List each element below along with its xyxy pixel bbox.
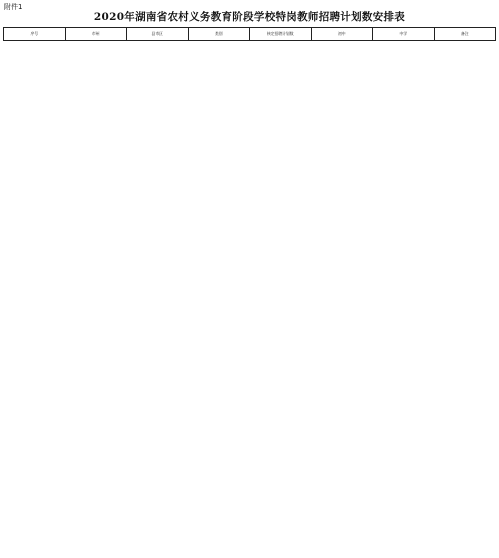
header-seq: 序号 (4, 28, 66, 41)
recruitment-table (3, 27, 496, 41)
header-middle-group: 中学 (373, 28, 435, 41)
header-city: 市州 (65, 28, 127, 41)
header-row (4, 28, 496, 41)
header-remarks: 备注 (434, 28, 496, 41)
attachment-label: 附件1 (4, 3, 23, 11)
header-category: 类别 (188, 28, 250, 41)
header-plan-total: 核定招聘计划数 (250, 28, 312, 41)
page-title: 2020年湖南省农村义务教育阶段学校特岗教师招聘计划数安排表 (93, 11, 406, 23)
header-county: 县市区 (127, 28, 189, 41)
header-primary-group: 初中 (311, 28, 373, 41)
